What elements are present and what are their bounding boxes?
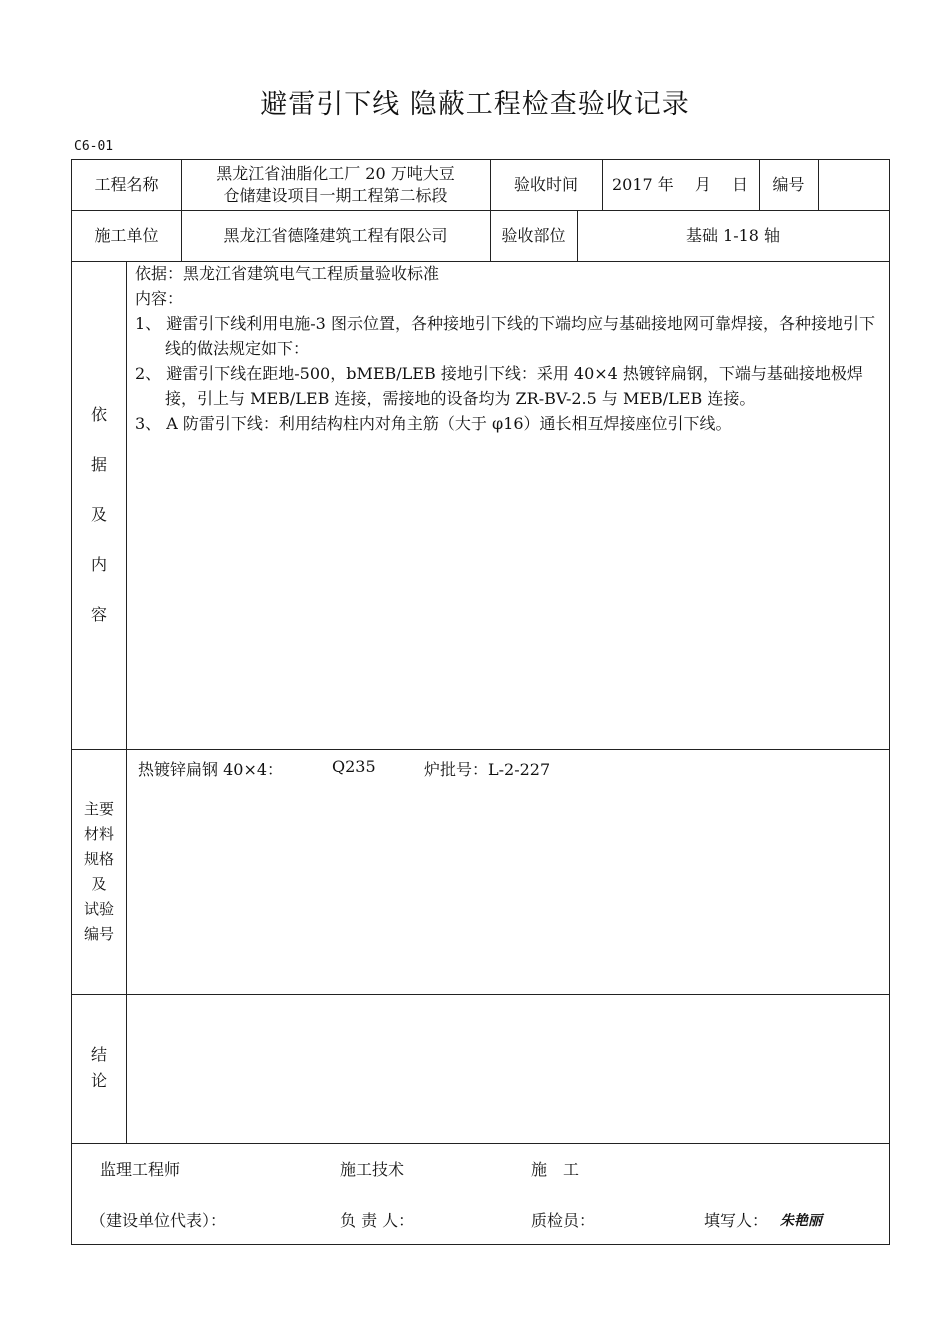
materials-side-label: 主要 材料 规格 及 试验 编号 bbox=[83, 800, 114, 943]
project-name-line1: 黑龙江省油脂化工厂 20 万吨大豆 bbox=[216, 164, 455, 183]
page-title: 避雷引下线 隐蔽工程检查验收记录 bbox=[260, 89, 690, 120]
inspection-time-label: 验收时间 bbox=[513, 175, 578, 194]
contractor-value: 黑龙江省德隆建筑工程有限公司 bbox=[223, 225, 448, 245]
supervisor-label: 监理工程师 bbox=[100, 1160, 181, 1179]
qc-sub-label: 质检员： bbox=[531, 1211, 596, 1230]
number-value bbox=[818, 160, 889, 210]
basis-item: 1、 避雷引下线利用电施-3 图示位置，各种接地引下线的下端均应与基础接地网可靠焊接，各种接地引下线的做法规定如下： bbox=[135, 314, 875, 358]
supervisor-sub-label: （建设单位代表）： bbox=[90, 1211, 227, 1230]
material-batch: 炉批号：L-2-227 bbox=[424, 760, 551, 779]
project-name-label: 工程名称 bbox=[94, 175, 159, 194]
basis-item: 3、 A 防雷引下线：利用结构柱内对角主筋（大于 φ16）通长相互焊接座位引下线。 bbox=[135, 414, 732, 433]
basis-side-label: 依 据 及 内 容 bbox=[90, 405, 107, 624]
basis-line: 依据：黑龙江省建筑电气工程质量验收标准 bbox=[135, 264, 440, 283]
contractor-label: 施工单位 bbox=[94, 225, 159, 245]
project-name-value bbox=[181, 160, 490, 210]
qc-label: 施 工 bbox=[531, 1160, 580, 1179]
row-divider bbox=[72, 1143, 889, 1144]
material-grade: Q235 bbox=[332, 757, 376, 776]
project-name-line2: 仓储建设项目一期工程第二标段 bbox=[223, 186, 448, 205]
tech-label: 施工技术 bbox=[340, 1160, 405, 1179]
material-name: 热镀锌扁钢 40×4： bbox=[138, 760, 284, 779]
basis-content bbox=[135, 261, 885, 436]
inspection-part-value: 基础 1-18 轴 bbox=[685, 225, 781, 245]
filler-signature: 朱艳丽 bbox=[780, 1213, 822, 1229]
number-label: 编号 bbox=[772, 175, 805, 194]
inspection-part-label: 验收部位 bbox=[501, 225, 566, 245]
inspection-time-value: 2017 年 月 日 bbox=[612, 175, 748, 194]
conclusion-value bbox=[126, 994, 889, 1143]
form-code: C6-01 bbox=[74, 139, 114, 154]
basis-line: 内容： bbox=[135, 289, 184, 308]
conclusion-side-label: 结 论 bbox=[90, 1045, 107, 1090]
row-divider bbox=[72, 749, 889, 750]
filler-label: 填写人： bbox=[704, 1211, 769, 1230]
basis-item: 2、 避雷引下线在距地-500，bMEB/LEB 接地引下线：采用 40×4 热镀锌扁钢，下端与基础接地极焊接，引上与 MEB/LEB 连接，需接地的设备均为 ZR-BV-2.5 与 MEB/LEB 连接。 bbox=[135, 364, 863, 408]
tech-sub-label: 负 责 人： bbox=[340, 1211, 415, 1230]
